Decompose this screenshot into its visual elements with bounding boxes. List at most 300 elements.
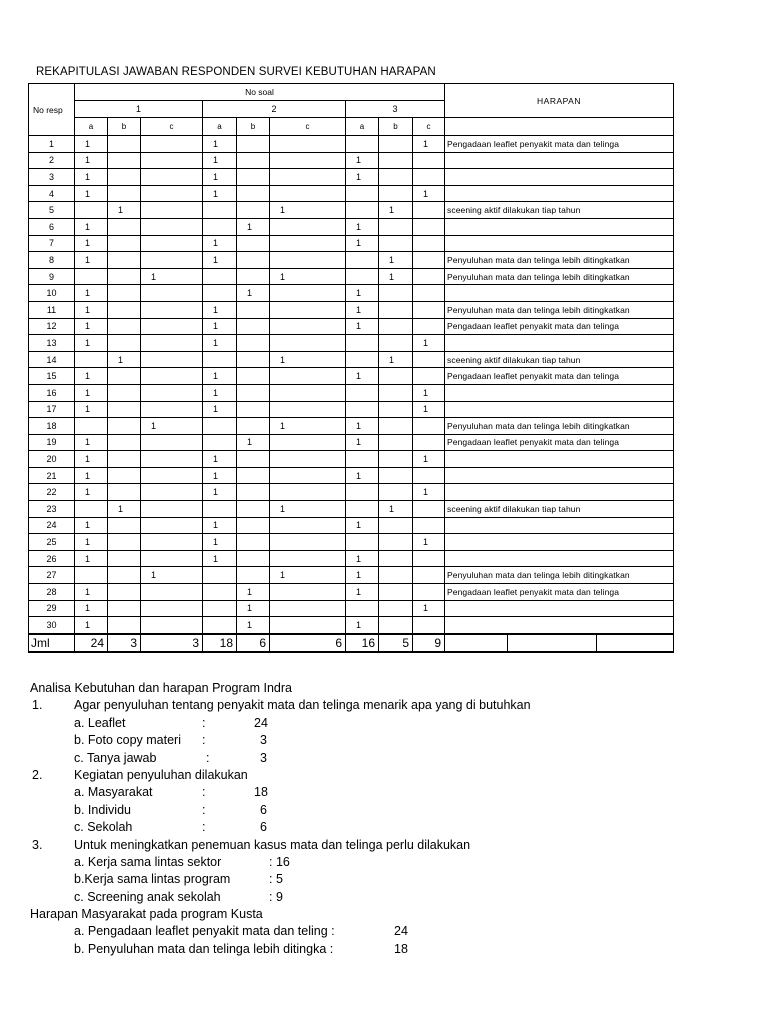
answer-cell — [108, 136, 141, 153]
row-number: 12 — [29, 318, 75, 335]
answer-cell — [413, 152, 445, 169]
answer-cell — [203, 218, 237, 235]
answer-cell: 1 — [108, 351, 141, 368]
row-number: 13 — [29, 335, 75, 352]
answer-cell — [141, 600, 203, 617]
answer-cell: 1 — [203, 384, 237, 401]
answer-cell: 1 — [75, 169, 108, 186]
answer-cell — [379, 567, 413, 584]
answer-cell — [346, 451, 379, 468]
answer-cell — [108, 152, 141, 169]
answer-cell — [237, 517, 270, 534]
answer-cell: 1 — [346, 218, 379, 235]
table-row — [29, 567, 674, 584]
answer-cell: 1 — [379, 202, 413, 219]
answer-cell — [379, 451, 413, 468]
document-title: REKAPITULASI JAWABAN RESPONDEN SURVEI KEBUTUHAN HARAPAN — [36, 66, 436, 78]
answer-cell — [203, 501, 237, 518]
q2-item-label: a. Masyarakat — [74, 785, 153, 800]
survey-table — [28, 83, 674, 653]
answer-cell — [237, 268, 270, 285]
answer-cell: 1 — [75, 451, 108, 468]
harapan-cell — [445, 467, 674, 484]
answer-cell: 1 — [75, 285, 108, 302]
answer-cell — [108, 434, 141, 451]
row-number: 19 — [29, 434, 75, 451]
answer-cell — [379, 368, 413, 385]
q3-text: Untuk meningkatkan penemuan kasus mata dan telinga perlu dilakukan — [74, 837, 471, 852]
answer-cell: 1 — [141, 567, 203, 584]
answer-cell — [203, 268, 237, 285]
answer-cell: 1 — [75, 185, 108, 202]
q1-item-label: b. Foto copy materi — [74, 733, 181, 748]
answer-cell: 1 — [75, 600, 108, 617]
answer-cell — [346, 600, 379, 617]
table-row — [29, 169, 674, 186]
sub-header-2c: c — [270, 118, 346, 136]
answer-cell — [270, 169, 346, 186]
answer-cell: 1 — [75, 252, 108, 269]
answer-cell — [203, 584, 237, 601]
answer-cell — [413, 550, 445, 567]
harapan-cell — [445, 218, 674, 235]
harapan-cell — [445, 185, 674, 202]
answer-cell — [413, 467, 445, 484]
answer-cell: 1 — [346, 318, 379, 335]
table-row — [29, 401, 674, 418]
answer-cell: 1 — [75, 617, 108, 634]
answer-cell — [108, 550, 141, 567]
table-row — [29, 484, 674, 501]
answer-cell — [379, 401, 413, 418]
total-value: 3 — [141, 634, 203, 652]
sub-header-1a: a — [75, 118, 108, 136]
answer-cell — [270, 534, 346, 551]
answer-cell — [379, 384, 413, 401]
group-header-3: 3 — [346, 101, 445, 118]
answer-cell — [108, 617, 141, 634]
answer-cell: 1 — [379, 252, 413, 269]
no-resp-header: No resp — [29, 84, 75, 136]
answer-cell: 1 — [75, 484, 108, 501]
answer-cell: 1 — [203, 484, 237, 501]
total-value: 6 — [237, 634, 270, 652]
answer-cell: 1 — [413, 600, 445, 617]
answer-cell: 1 — [346, 418, 379, 435]
answer-cell — [237, 384, 270, 401]
row-number: 22 — [29, 484, 75, 501]
total-empty-cell — [597, 634, 674, 652]
answer-cell — [141, 517, 203, 534]
answer-cell — [141, 136, 203, 153]
table-row — [29, 550, 674, 567]
answer-cell: 1 — [413, 185, 445, 202]
harapan-cell: Penyuluhan mata dan telinga lebih ditingkatkan — [445, 252, 674, 269]
harapan-cell: sceening aktif dilakukan tiap tahun — [445, 351, 674, 368]
answer-cell — [141, 617, 203, 634]
answer-cell: 1 — [346, 584, 379, 601]
total-label: Jml — [29, 634, 75, 652]
harapan-cell: Penyuluhan mata dan telinga lebih ditingkatkan — [445, 418, 674, 435]
answer-cell: 1 — [346, 169, 379, 186]
answer-cell: 1 — [203, 301, 237, 318]
row-number: 17 — [29, 401, 75, 418]
answer-cell — [413, 418, 445, 435]
table-row — [29, 418, 674, 435]
harapan-item-value: 18 — [394, 941, 408, 956]
answer-cell — [203, 600, 237, 617]
total-value: 6 — [270, 634, 346, 652]
q1-item-colon: : — [206, 750, 210, 765]
answer-cell — [237, 136, 270, 153]
answer-cell — [413, 301, 445, 318]
answer-cell — [270, 235, 346, 252]
table-row — [29, 384, 674, 401]
answer-cell — [270, 600, 346, 617]
answer-cell — [270, 584, 346, 601]
answer-cell: 1 — [203, 152, 237, 169]
answer-cell: 1 — [75, 434, 108, 451]
harapan-cell: Penyuluhan mata dan telinga lebih ditingkatkan — [445, 268, 674, 285]
answer-cell: 1 — [413, 534, 445, 551]
answer-cell: 1 — [346, 152, 379, 169]
row-number: 5 — [29, 202, 75, 219]
row-number: 24 — [29, 517, 75, 534]
harapan-cell: Pengadaan leaflet penyakit mata dan telinga — [445, 584, 674, 601]
answer-cell — [346, 501, 379, 518]
answer-cell — [141, 550, 203, 567]
answer-cell: 1 — [346, 550, 379, 567]
answer-cell: 1 — [75, 401, 108, 418]
row-number: 14 — [29, 351, 75, 368]
answer-cell: 1 — [75, 368, 108, 385]
harapan-cell: Pengadaan leaflet penyakit mata dan telinga — [445, 318, 674, 335]
answer-cell — [379, 550, 413, 567]
row-number: 2 — [29, 152, 75, 169]
answer-cell — [108, 318, 141, 335]
harapan-cell: Penyuluhan mata dan telinga lebih ditingkatkan — [445, 301, 674, 318]
answer-cell: 1 — [203, 169, 237, 186]
table-row — [29, 318, 674, 335]
answer-cell — [75, 501, 108, 518]
answer-cell — [270, 401, 346, 418]
answer-cell: 1 — [75, 335, 108, 352]
answer-cell — [413, 584, 445, 601]
harapan-cell — [445, 550, 674, 567]
q1-item-label: c. Tanya jawab — [74, 750, 157, 765]
total-empty-cell — [445, 634, 508, 652]
answer-cell: 1 — [203, 136, 237, 153]
q2-item-colon: : — [202, 802, 206, 817]
table-row — [29, 501, 674, 518]
answer-cell — [141, 451, 203, 468]
answer-cell — [141, 218, 203, 235]
answer-cell — [108, 451, 141, 468]
answer-cell: 1 — [75, 136, 108, 153]
row-number: 15 — [29, 368, 75, 385]
answer-cell — [141, 318, 203, 335]
answer-cell: 1 — [75, 534, 108, 551]
answer-cell: 1 — [413, 484, 445, 501]
answer-cell — [237, 169, 270, 186]
answer-cell: 1 — [108, 501, 141, 518]
answer-cell: 1 — [346, 301, 379, 318]
answer-cell — [379, 185, 413, 202]
total-value: 5 — [379, 634, 413, 652]
answer-cell — [346, 335, 379, 352]
total-value: 3 — [108, 634, 141, 652]
answer-cell: 1 — [141, 418, 203, 435]
answer-cell — [108, 384, 141, 401]
table-row — [29, 202, 674, 219]
row-number: 25 — [29, 534, 75, 551]
answer-cell — [141, 185, 203, 202]
answer-cell: 1 — [413, 451, 445, 468]
answer-cell — [108, 335, 141, 352]
answer-cell — [141, 534, 203, 551]
answer-cell — [203, 351, 237, 368]
q1-item-colon: : — [202, 733, 206, 748]
answer-cell — [237, 567, 270, 584]
sub-header-2b: b — [237, 118, 270, 136]
answer-cell: 1 — [346, 285, 379, 302]
q3-item-value: : 16 — [269, 854, 290, 869]
table-row — [29, 268, 674, 285]
q2-item-value: 6 — [260, 802, 267, 817]
answer-cell: 1 — [203, 550, 237, 567]
q2-number: 2. — [32, 767, 43, 782]
no-soal-header: No soal — [75, 84, 445, 101]
answer-cell — [379, 136, 413, 153]
table-row — [29, 335, 674, 352]
answer-cell: 1 — [75, 584, 108, 601]
row-number: 29 — [29, 600, 75, 617]
answer-cell — [75, 351, 108, 368]
answer-cell — [270, 467, 346, 484]
answer-cell — [379, 418, 413, 435]
q3-number: 3. — [32, 837, 43, 852]
answer-cell — [413, 567, 445, 584]
answer-cell — [141, 434, 203, 451]
answer-cell: 1 — [203, 235, 237, 252]
answer-cell — [237, 550, 270, 567]
answer-cell — [270, 517, 346, 534]
group-header-1: 1 — [75, 101, 203, 118]
answer-cell: 1 — [203, 368, 237, 385]
answer-cell — [237, 534, 270, 551]
answer-cell — [75, 567, 108, 584]
answer-cell — [346, 136, 379, 153]
answer-cell — [413, 517, 445, 534]
answer-cell: 1 — [346, 434, 379, 451]
answer-cell: 1 — [141, 268, 203, 285]
total-value: 9 — [413, 634, 445, 652]
q1-item-colon: : — [202, 715, 206, 730]
table-row — [29, 136, 674, 153]
q1-item-label: a. Leaflet — [74, 715, 126, 730]
answer-cell — [379, 467, 413, 484]
answer-cell: 1 — [75, 152, 108, 169]
answer-cell — [270, 550, 346, 567]
table-row — [29, 351, 674, 368]
answer-cell — [108, 368, 141, 385]
harapan-cell: Pengadaan leaflet penyakit mata dan telinga — [445, 136, 674, 153]
answer-cell — [237, 451, 270, 468]
sub-header-3b: b — [379, 118, 413, 136]
answer-cell — [379, 584, 413, 601]
answer-cell — [346, 268, 379, 285]
q3-item-label: a. Kerja sama lintas sektor — [74, 854, 222, 869]
q1-item-value: 3 — [260, 750, 267, 765]
answer-cell — [237, 301, 270, 318]
harapan-header: HARAPAN — [445, 84, 674, 118]
row-number: 4 — [29, 185, 75, 202]
answer-cell: 1 — [203, 451, 237, 468]
answer-cell — [379, 335, 413, 352]
answer-cell — [108, 252, 141, 269]
harapan-cell: sceening aktif dilakukan tiap tahun — [445, 501, 674, 518]
total-empty-cell — [508, 634, 597, 652]
row-number: 11 — [29, 301, 75, 318]
answer-cell: 1 — [237, 285, 270, 302]
row-number: 8 — [29, 252, 75, 269]
answer-cell — [413, 285, 445, 302]
answer-cell — [270, 368, 346, 385]
total-value: 16 — [346, 634, 379, 652]
answer-cell — [270, 335, 346, 352]
answer-cell — [237, 152, 270, 169]
answer-cell — [141, 235, 203, 252]
table-row — [29, 235, 674, 252]
answer-cell — [270, 185, 346, 202]
table-row — [29, 185, 674, 202]
answer-cell — [379, 301, 413, 318]
answer-cell — [141, 335, 203, 352]
answer-cell — [237, 501, 270, 518]
answer-cell — [237, 418, 270, 435]
row-number: 23 — [29, 501, 75, 518]
answer-cell — [379, 617, 413, 634]
answer-cell: 1 — [379, 351, 413, 368]
table-row — [29, 152, 674, 169]
answer-cell — [237, 335, 270, 352]
answer-cell — [203, 418, 237, 435]
answer-cell — [141, 152, 203, 169]
answer-cell: 1 — [270, 418, 346, 435]
answer-cell — [141, 467, 203, 484]
q2-item-colon: : — [202, 785, 206, 800]
answer-cell — [108, 301, 141, 318]
answer-cell — [379, 534, 413, 551]
q1-item-value: 24 — [254, 715, 268, 730]
harapan-cell — [445, 600, 674, 617]
harapan-cell — [445, 401, 674, 418]
answer-cell: 1 — [237, 600, 270, 617]
answer-cell — [141, 169, 203, 186]
answer-cell — [237, 185, 270, 202]
answer-cell — [413, 268, 445, 285]
answer-cell: 1 — [75, 318, 108, 335]
table-row — [29, 584, 674, 601]
q1-item-value: 3 — [260, 733, 267, 748]
harapan-cell — [445, 235, 674, 252]
table-row — [29, 534, 674, 551]
answer-cell: 1 — [203, 252, 237, 269]
answer-cell: 1 — [346, 368, 379, 385]
harapan-cell — [445, 451, 674, 468]
answer-cell: 1 — [203, 185, 237, 202]
table-row — [29, 600, 674, 617]
answer-cell — [237, 252, 270, 269]
total-row — [29, 634, 674, 652]
q2-item-colon: : — [202, 820, 206, 835]
answer-cell — [108, 218, 141, 235]
answer-cell — [270, 152, 346, 169]
answer-cell — [108, 418, 141, 435]
harapan-cell: Pengadaan leaflet penyakit mata dan telinga — [445, 434, 674, 451]
answer-cell — [141, 484, 203, 501]
answer-cell — [413, 252, 445, 269]
answer-cell — [379, 434, 413, 451]
answer-cell — [413, 202, 445, 219]
answer-cell — [108, 285, 141, 302]
answer-cell — [270, 301, 346, 318]
q3-item-label: c. Screening anak sekolah — [74, 889, 221, 904]
answer-cell — [379, 169, 413, 186]
answer-cell: 1 — [270, 567, 346, 584]
answer-cell: 1 — [237, 218, 270, 235]
answer-cell — [346, 384, 379, 401]
harapan-cell — [445, 169, 674, 186]
answer-cell: 1 — [75, 218, 108, 235]
answer-cell — [75, 418, 108, 435]
sub-header-3a: a — [346, 118, 379, 136]
answer-cell — [237, 202, 270, 219]
harapan-cell — [445, 484, 674, 501]
answer-cell — [108, 467, 141, 484]
answer-cell — [75, 268, 108, 285]
harapan-cell — [445, 335, 674, 352]
sub-header-2a: a — [203, 118, 237, 136]
row-number: 10 — [29, 285, 75, 302]
answer-cell — [346, 252, 379, 269]
table-row — [29, 252, 674, 269]
table-row — [29, 467, 674, 484]
answer-cell: 1 — [413, 136, 445, 153]
answer-cell: 1 — [203, 318, 237, 335]
q3-item-value: : 9 — [269, 889, 283, 904]
answer-cell: 1 — [346, 617, 379, 634]
answer-cell — [237, 235, 270, 252]
answer-cell — [237, 368, 270, 385]
answer-cell — [346, 534, 379, 551]
answer-cell: 1 — [346, 567, 379, 584]
row-number: 26 — [29, 550, 75, 567]
q1-text: Agar penyuluhan tentang penyakit mata dan telinga menarik apa yang di butuhkan — [74, 698, 531, 713]
answer-cell: 1 — [379, 501, 413, 518]
row-number: 7 — [29, 235, 75, 252]
sub-header-1b: b — [108, 118, 141, 136]
table-row — [29, 451, 674, 468]
answer-cell — [270, 384, 346, 401]
answer-cell — [379, 484, 413, 501]
harapan-cell — [445, 534, 674, 551]
row-number: 20 — [29, 451, 75, 468]
q2-item-label: c. Sekolah — [74, 820, 133, 835]
answer-cell: 1 — [203, 467, 237, 484]
answer-cell — [237, 467, 270, 484]
answer-cell: 1 — [346, 517, 379, 534]
